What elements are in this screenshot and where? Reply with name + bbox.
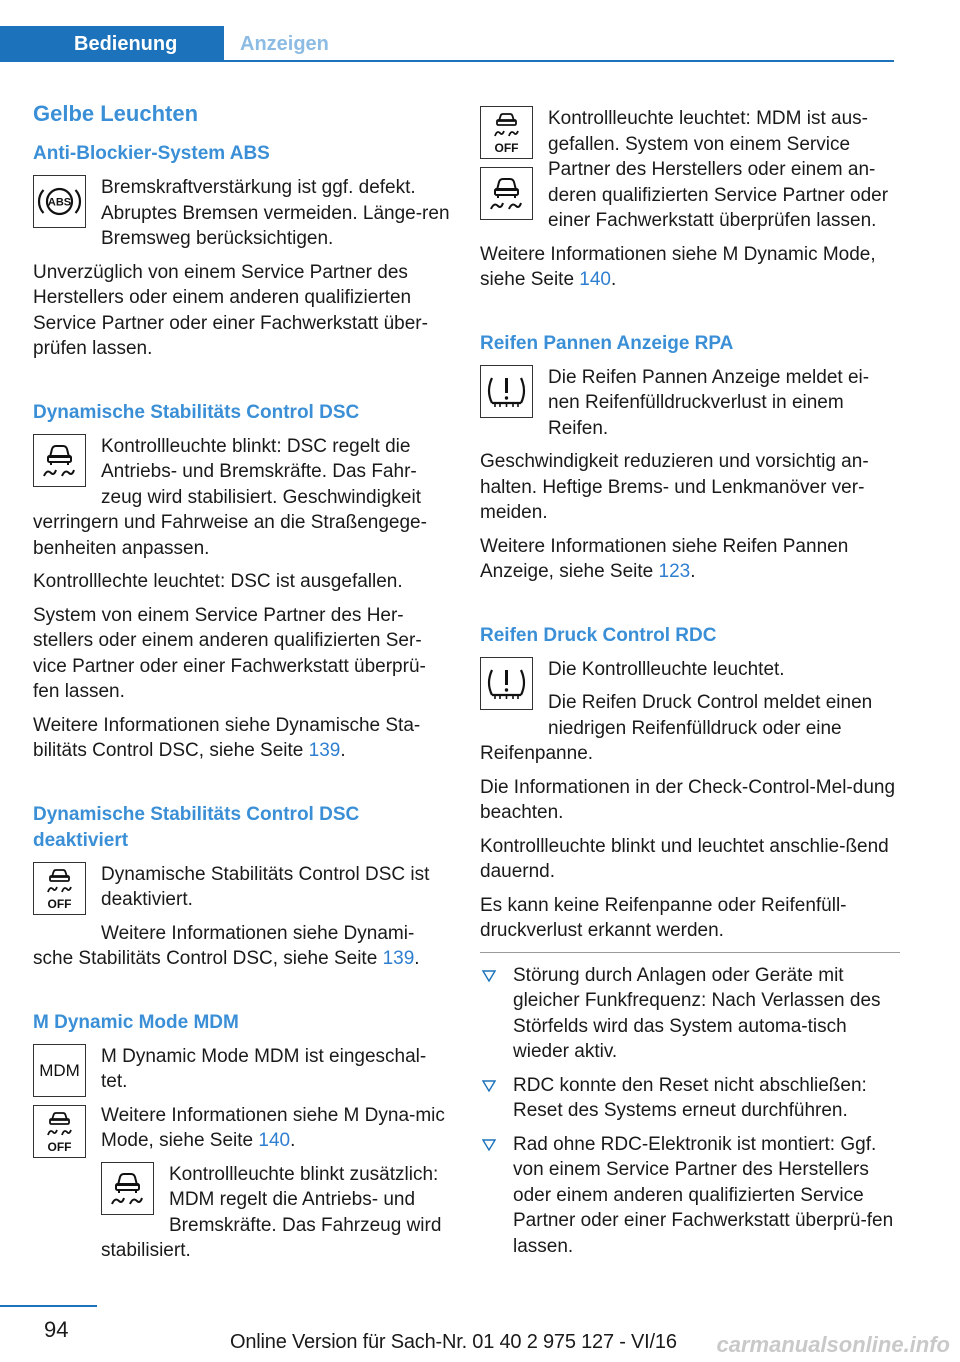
tire-pressure-warning-icon [480,657,533,710]
page-link-123[interactable]: 123 [658,561,691,582]
dsc-off-icon [33,1105,86,1158]
rpa-p1: Geschwindigkeit reduzieren und vorsichtig an-halten. Heftige Brems- und Lenkmanöver ver-meiden. [480,451,869,523]
tire-pressure-warning-icon [480,365,533,418]
section-title: Gelbe Leuchten [33,101,199,126]
dsc-p2: System von einem Service Partner des Her-stellers oder einem anderen qualifizierten Ser-vice Partner oder einer Fachwerkstatt überprü-fen lassen. [33,604,426,702]
dsc-off-icon-block [33,862,451,972]
mdm-icon [33,1044,86,1097]
rdc-bullet-list [480,963,900,1260]
rdc-p1: Die Informationen in der Check-Control-Mel-dung beachten. [480,776,896,823]
rpa-icon-text: Die Reifen Pannen Anzeige meldet ei-nen Reifenfülldruckverlust in einem Reifen. [548,366,870,439]
rdc-icon-block [480,657,900,767]
rpa-heading: Reifen Pannen Anzeige RPA [480,332,734,354]
page-link-139[interactable]: 139 [382,948,415,969]
abs-icon-block [33,175,451,260]
page-number: 94 [44,1317,69,1342]
tab-bedienung[interactable]: Bedienung [0,26,224,62]
right-column [480,106,900,1267]
dsc-skid-icon [480,167,533,220]
list-item: RDC konnte den Reset nicht abschließen: Reset des Systems erneut durchführen. [480,1073,900,1124]
abs-warning-icon [33,175,86,228]
mdm-fail-block [480,106,900,242]
dsc-p1: Kontrolllechte leuchtet: DSC ist ausgefallen. [33,571,403,592]
rdc-t1: Die Kontrollleuchte leuchtet. [548,658,785,680]
mdm-icon-block [33,1044,451,1154]
page-link-140[interactable]: 140 [579,269,611,290]
rdc-p3: Es kann keine Reifenpanne oder Reifenfüll-druckverlust erkannt werden. [480,894,847,941]
tab-anzeigen[interactable]: Anzeigen [240,33,329,55]
rpa-icon-block [480,365,900,450]
mdm-t3: Kontrollleuchte blinkt zusätzlich: MDM regelt die Antriebs- und Bremskräfte. Das Fahrzeug wird stabilisiert. [101,1163,442,1261]
dsc-icon-block [33,434,451,562]
dsc-icon-text: Kontrollleuchte blinkt: DSC regelt die Antriebs- und Bremskräfte. Das Fahr-zeug wird stabilisiert. Geschwindigkeit verringern und Fahrweise an die Straßengege-benheiten anpassen. [33,435,427,559]
dsc-off-t2: Weitere Informationen siehe Dynami-sche Stabilitäts Control DSC, siehe Seite 139. [33,922,420,969]
dsc-off-icon [33,862,86,915]
svg-text:OFF: OFF [47,1139,72,1154]
list-item: Störung durch Anlagen oder Geräte mit gleicher Funkfrequenz: Nach Verlassen des Störfelds wird das System automa-tisch wieder aktiv. [480,963,900,1065]
mdm-t1: M Dynamic Mode MDM ist eingeschal-tet. [101,1045,427,1092]
svg-text:MDM: MDM [39,1060,80,1080]
triangle-bullet-icon [482,1139,496,1151]
footer-text: Online Version für Sach-Nr. 01 40 2 975 127 - VI/16 [230,1331,677,1353]
rdc-p2: Kontrollleuchte blinkt und leuchtet anschlie-ßend dauernd. [480,835,889,882]
abs-heading: Anti-Blockier-System ABS [33,143,270,164]
mdm-heading: M Dynamic Mode MDM [33,1011,239,1033]
watermark: carmanualsonline.info [716,1332,950,1357]
svg-text:ABS: ABS [47,196,72,209]
footer-rule [0,1305,97,1307]
dsc-skid-icon [101,1162,154,1215]
rpa-p2: Weitere Informationen siehe Reifen Pannen Anzeige, siehe Seite 123. [480,535,849,582]
page-link-140[interactable]: 140 [258,1130,291,1151]
list-item: Rad ohne RDC-Elektronik ist montiert: Ggf. von einem Service Partner des Herstellers oder einem anderen qualifizierten Service Partner oder einer Fachwerkstatt überprü-fen lassen. [480,1132,900,1260]
mdm-more-info: Weitere Informationen siehe M Dynamic Mode, siehe Seite 140. [480,243,876,290]
dsc-heading: Dynamische Stabilitäts Control DSC [33,401,360,423]
dsc-off-t1: Dynamische Stabilitäts Control DSC ist deaktiviert. [101,863,430,910]
dsc-off-heading: Dynamische Stabilitäts Control DSC deaktiviert [33,803,360,851]
mdm-stabilize-block [101,1162,451,1272]
rdc-t2: Die Reifen Druck Control meldet einen niedrigen Reifenfülldruck oder eine Reifenpanne. [480,692,873,764]
rdc-heading: Reifen Druck Control RDC [480,624,717,646]
dsc-off-icon [480,106,533,159]
svg-text:OFF: OFF [47,896,72,911]
svg-text:OFF: OFF [494,141,519,155]
mdm-fail-text: Kontrollleuchte leuchtet: MDM ist aus-gefallen. System von einem Service Partner des Herstellers oder einem an-deren qualifizierten Service Partner oder einer Fachwerkstatt überprüfen lassen. [548,108,889,231]
dsc-p3: Weitere Informationen siehe Dynamische Sta-bilitäts Control DSC, siehe Seite 139. [33,714,421,761]
triangle-bullet-icon [482,970,496,982]
left-column [33,97,451,1272]
mdm-t2: Weitere Informationen siehe M Dyna-mic Mode, siehe Seite 140. [101,1104,445,1151]
dsc-skid-icon [33,434,86,487]
page-link-139[interactable]: 139 [308,740,341,761]
bullet-divider [480,952,900,953]
abs-icon-text: Bremskraftverstärkung ist ggf. defekt. Abruptes Bremsen vermeiden. Länge-ren Bremsweg berücksichtigen. [101,177,450,249]
triangle-bullet-icon [482,1080,496,1092]
header-rule [224,60,894,62]
abs-paragraph: Unverzüglich von einem Service Partner des Herstellers oder einem anderen qualifizierten Service Partner oder einer Fachwerkstatt über-prüfen lassen. [33,261,428,359]
